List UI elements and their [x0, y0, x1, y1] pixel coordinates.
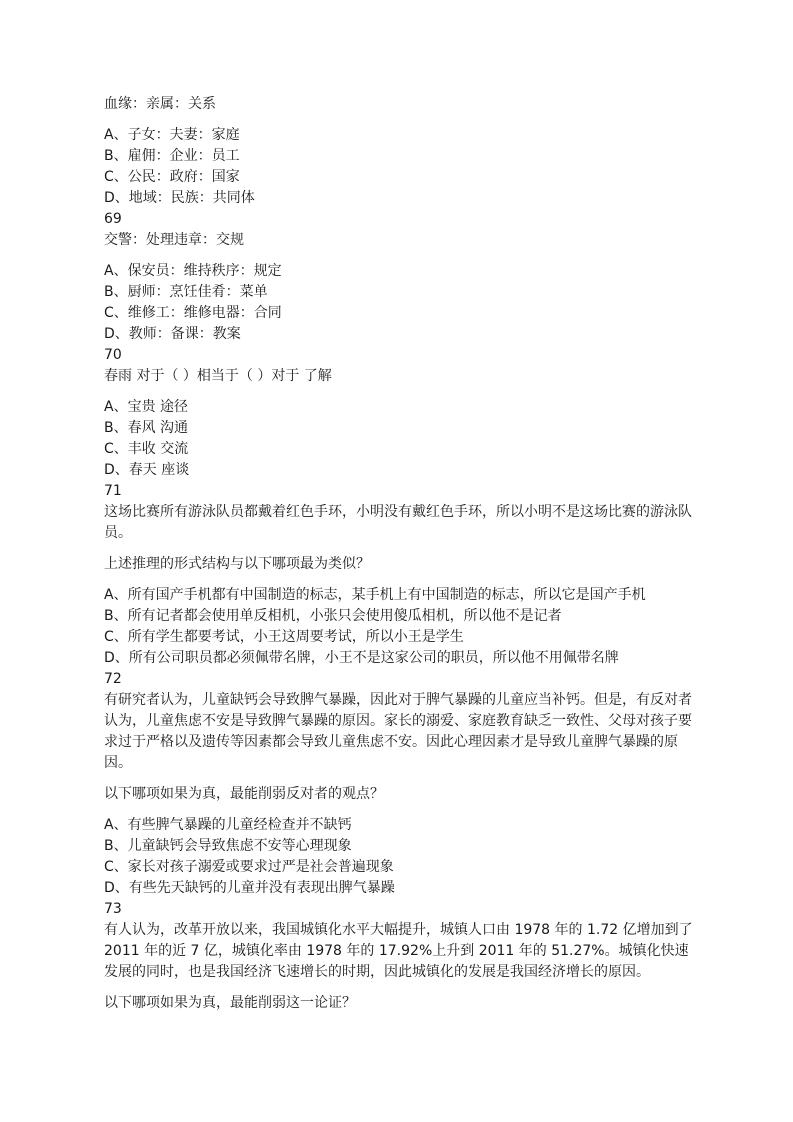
- q72-question: 以下哪项如果为真，最能削弱反对者的观点？: [104, 786, 384, 802]
- q71-stem: 这场比赛所有游泳队员都戴着红色手环，小明没有戴红色手环，所以小明不是这场比赛的游泳队员。: [104, 504, 692, 541]
- q72-number: 72: [104, 671, 122, 687]
- q73-stem: 有人认为，改革开放以来，我国城镇化水平大幅提升，城镇人口由 1978 年的 1.72 亿增加到了 2011 年的近 7 亿，城镇化率由 1978 年的 17.92%上升到 2011 年的 51.27%。城镇化快速发展的同时，也是我国经济飞速增长的时期，因此城镇化的发展是我国经济增长的原因。: [104, 922, 693, 980]
- q70-option-b: B、春风 沟通: [104, 420, 189, 436]
- q69-option-a: A、保安员：维持秩序：规定: [104, 263, 282, 279]
- q71-option-d: D、所有公司职员都必须佩带名牌，小王不是这家公司的职员，所以他不用佩带名牌: [104, 650, 619, 666]
- q70-stem: 春雨 对于（ ）相当于（ ）对于 了解: [104, 368, 332, 384]
- q72-option-c: C、家长对孩子溺爱或要求过严是社会普遍现象: [104, 859, 394, 875]
- q68-option-c: C、公民：政府：国家: [104, 169, 240, 185]
- q72-option-a: A、有些脾气暴躁的儿童经检查并不缺钙: [104, 817, 352, 833]
- question-content: [104, 94, 694, 1014]
- q69-stem: 交警：处理违章：交规: [104, 232, 244, 248]
- q72-option-b: B、儿童缺钙会导致焦虑不安等心理现象: [104, 838, 352, 854]
- q69-option-b: B、厨师：烹饪佳肴：菜单: [104, 284, 268, 300]
- q70-option-d: D、春天 座谈: [104, 462, 190, 478]
- q73-number: 73: [104, 901, 122, 917]
- q71-option-c: C、所有学生都要考试，小王这周要考试，所以小王是学生: [104, 629, 464, 645]
- q70-option-a: A、宝贵 途径: [104, 399, 189, 415]
- q70-option-c: C、丰收 交流: [104, 441, 189, 457]
- q69-option-d: D、教师：备课：教案: [104, 326, 241, 342]
- q68-option-d: D、地域：民族：共同体: [104, 190, 255, 206]
- q69-option-c: C、维修工：维修电器：合同: [104, 305, 282, 321]
- q68-option-a: A、子女：夫妻：家庭: [104, 127, 240, 143]
- q71-option-b: B、所有记者都会使用单反相机，小张只会使用傻瓜相机，所以他不是记者: [104, 608, 562, 624]
- q71-number: 71: [104, 483, 122, 499]
- q68-stem: 血缘：亲属：关系: [104, 96, 216, 112]
- q72-option-d: D、有些先天缺钙的儿童并没有表现出脾气暴躁: [104, 880, 395, 896]
- q68-option-b: B、雇佣：企业：员工: [104, 148, 240, 164]
- q71-option-a: A、所有国产手机都有中国制造的标志，某手机上有中国制造的标志，所以它是国产手机: [104, 587, 646, 603]
- q70-number: 70: [104, 347, 122, 363]
- q73-question: 以下哪项如果为真，最能削弱这一论证？: [104, 995, 356, 1011]
- q71-question: 上述推理的形式结构与以下哪项最为类似？: [104, 556, 370, 572]
- q72-stem: 有研究者认为，儿童缺钙会导致脾气暴躁，因此对于脾气暴躁的儿童应当补钙。但是，有反对者认为，儿童焦虑不安是导致脾气暴躁的原因。家长的溺爱、家庭教育缺乏一致性、父母对孩子要求过于严格以及遗传等因素都会导致儿童焦虑不安。因此心理因素才是导致儿童脾气暴躁的原因。: [104, 692, 692, 771]
- q69-number: 69: [104, 211, 122, 227]
